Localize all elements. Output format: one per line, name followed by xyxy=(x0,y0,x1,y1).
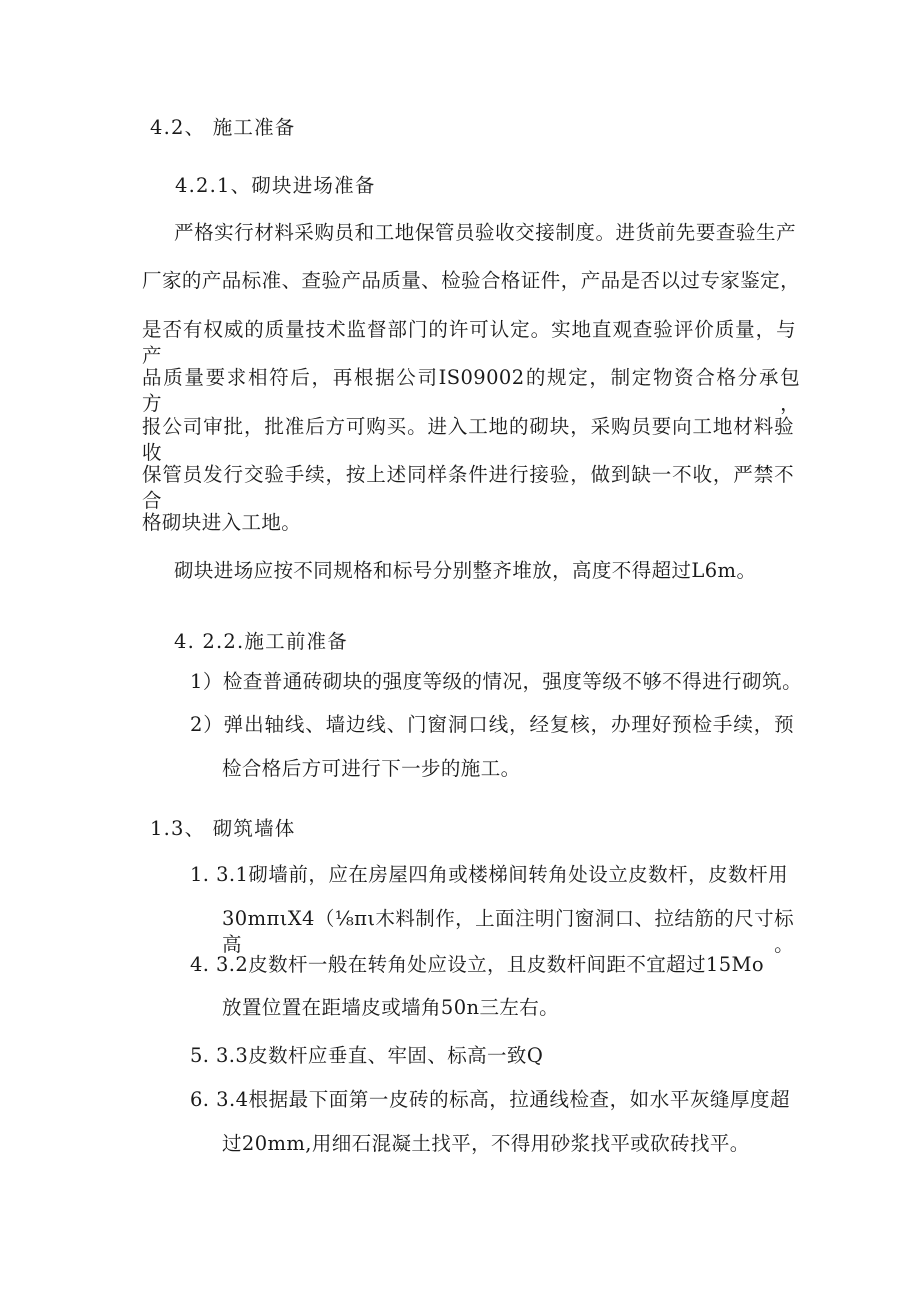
wall-item-3: 5. 3.3皮数杆应垂直、牢固、标高一致Q xyxy=(190,1044,544,1067)
section-4-2-heading: 4.2、 施工准备 xyxy=(150,116,296,139)
wall-item-1-line-1: 1. 3.1砌墙前，应在房屋四角或楼梯间转角处设立皮数杆，皮数杆用 xyxy=(190,863,788,886)
prep-item-1: 1）检查普通砖砌块的强度等级的情况，强度等级不够不得进行砌筑。 xyxy=(190,670,802,693)
wall-item-2-line-1: 4. 3.2皮数杆一般在转角处应设立，且皮数杆间距不宜超过15Mo xyxy=(190,953,765,976)
paragraph-1-line-6: 保管员发行交验手续，按上述同样条件进行接验，做到缺一不收，严禁不合 xyxy=(142,463,794,512)
paragraph-1-line-4: 品质量要求相符后，再根据公司IS09002的规定，制定物资合格分承包方， xyxy=(142,366,800,415)
paragraph-1-line-3: 是否有权威的质量技术监督部门的许可认定。实地直观查验评价质量，与产 xyxy=(142,318,796,367)
paragraph-1-line-5: 报公司审批，批准后方可购买。进入工地的砌块，采购员要向工地材料验收 xyxy=(142,415,794,464)
paragraph-2: 砌块进场应按不同规格和标号分别整齐堆放，高度不得超过L6m。 xyxy=(174,559,757,582)
wall-item-2-line-2: 放置位置在距墙皮或墙角50n三左右。 xyxy=(222,996,560,1019)
section-1-3-heading: 1.3、 砌筑墙体 xyxy=(150,817,296,840)
paragraph-1-line-2: 厂家的产品标准、查验产品质量、检验合格证件，产品是否以过专家鉴定， xyxy=(142,269,800,292)
section-4-2-2-heading: 4. 2.2.施工前准备 xyxy=(174,630,348,653)
section-4-2-1-heading: 4.2.1、砌块进场准备 xyxy=(175,174,376,197)
wall-item-1-line-2: 30mπιX4（⅛πι木料制作，上面注明门窗洞口、拉结筋的尺寸标高。 xyxy=(222,907,794,956)
wall-item-4-line-2: 过20mm,用细石混凝土找平，不得用砂浆找平或砍砖找平。 xyxy=(222,1132,750,1155)
prep-item-2-line-2: 检合格后方可进行下一步的施工。 xyxy=(222,757,521,780)
paragraph-1-line-7: 格砌块进入工地。 xyxy=(142,511,302,534)
wall-item-4-line-1: 6. 3.4根据最下面第一皮砖的标高，拉通线检查，如水平灰缝厚度超 xyxy=(190,1088,790,1111)
paragraph-1-line-1: 严格实行材料采购员和工地保管员验收交接制度。进货前先要查验生产 xyxy=(174,221,796,244)
prep-item-2-line-1: 2）弹出轴线、墙边线、门窗洞口线，经复核，办理好预检手续，预 xyxy=(190,713,794,736)
